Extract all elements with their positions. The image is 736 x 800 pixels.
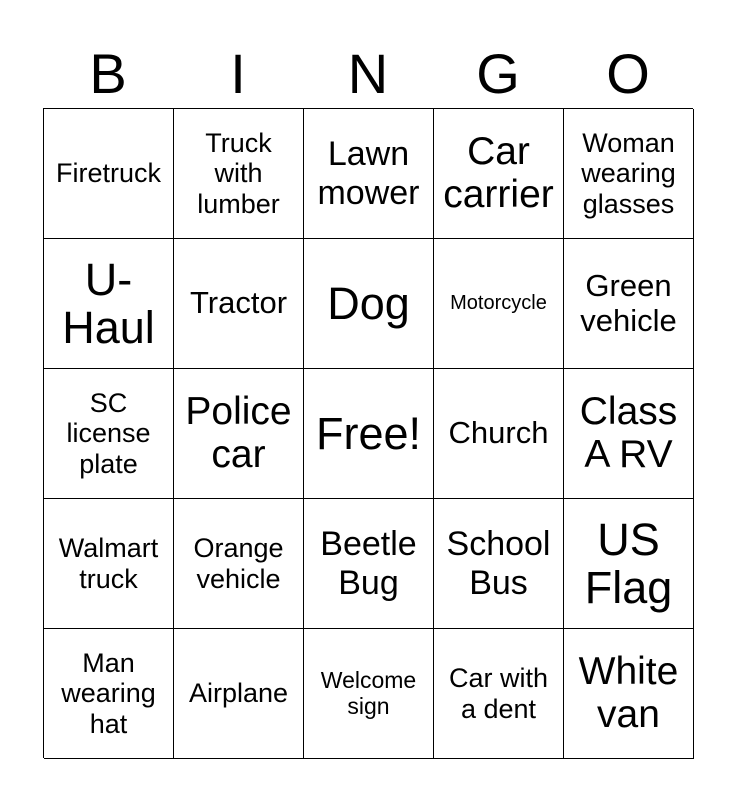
bingo-cell[interactable] <box>174 109 304 239</box>
bingo-cell-label: Class A RV <box>579 390 678 476</box>
bingo-cell[interactable] <box>434 369 564 499</box>
bingo-cell-label: Dog <box>327 277 410 329</box>
bingo-cell[interactable] <box>304 109 434 239</box>
bingo-cell[interactable] <box>434 109 564 239</box>
bingo-cell free-space[interactable] <box>304 369 434 499</box>
bingo-cell-label: Motorcycle <box>450 292 547 315</box>
bingo-cell-label: SC license plate <box>66 388 151 479</box>
bingo-cell[interactable] <box>564 239 694 369</box>
bingo-cell[interactable] <box>174 499 304 629</box>
bingo-cell-label: School Bus <box>446 525 551 602</box>
bingo-cell-label: Airplane <box>188 678 289 709</box>
header-letter-n: N <box>347 42 389 105</box>
bingo-cell[interactable] <box>434 629 564 759</box>
bingo-cell-label: US Flag <box>584 514 673 613</box>
header-letter-i: I <box>230 42 246 105</box>
header-letter-g: G <box>476 42 520 105</box>
bingo-cell-label: Walmart truck <box>58 533 159 594</box>
bingo-grid <box>43 108 693 758</box>
bingo-cell-label: Green vehicle <box>580 267 677 338</box>
bingo-cell-label: Woman wearing glasses <box>581 128 676 219</box>
bingo-cell[interactable] <box>434 499 564 629</box>
free-space-label: Free! <box>315 407 422 459</box>
header-letter-b: B <box>89 42 127 105</box>
bingo-cell-label: Welcome sign <box>320 666 417 719</box>
bingo-header <box>43 40 693 108</box>
bingo-cell-label: Tractor <box>189 285 288 321</box>
bingo-cell[interactable] <box>174 239 304 369</box>
bingo-cell[interactable] <box>44 499 174 629</box>
bingo-cell[interactable] <box>564 629 694 759</box>
bingo-cell[interactable] <box>304 239 434 369</box>
bingo-cell[interactable] <box>434 239 564 369</box>
bingo-cell-label: U-Haul <box>62 254 155 353</box>
header-letter-o: O <box>606 42 650 105</box>
bingo-cell[interactable] <box>564 109 694 239</box>
bingo-cell-label: Truck with lumber <box>197 128 280 219</box>
bingo-cell[interactable] <box>44 109 174 239</box>
bingo-cell-label: Lawn mower <box>317 135 420 212</box>
bingo-cell[interactable] <box>564 499 694 629</box>
bingo-cell[interactable] <box>174 369 304 499</box>
bingo-cell-label: Car carrier <box>443 130 554 216</box>
bingo-cell[interactable] <box>564 369 694 499</box>
bingo-cell[interactable] <box>44 369 174 499</box>
bingo-cell-label: Firetruck <box>55 158 161 189</box>
bingo-cell[interactable] <box>304 499 434 629</box>
bingo-cell-label: Police car <box>185 390 292 476</box>
bingo-cell-label: Car with a dent <box>448 663 549 724</box>
bingo-cell-label: White van <box>578 650 679 736</box>
bingo-cell-label: Orange vehicle <box>193 533 284 594</box>
bingo-cell[interactable] <box>44 629 174 759</box>
bingo-cell-label: Man wearing hat <box>61 648 156 739</box>
bingo-cell[interactable] <box>174 629 304 759</box>
bingo-cell-label: Church <box>448 415 549 451</box>
bingo-cell[interactable] <box>304 629 434 759</box>
bingo-cell-label: Beetle Bug <box>320 525 417 602</box>
bingo-cell[interactable] <box>44 239 174 369</box>
